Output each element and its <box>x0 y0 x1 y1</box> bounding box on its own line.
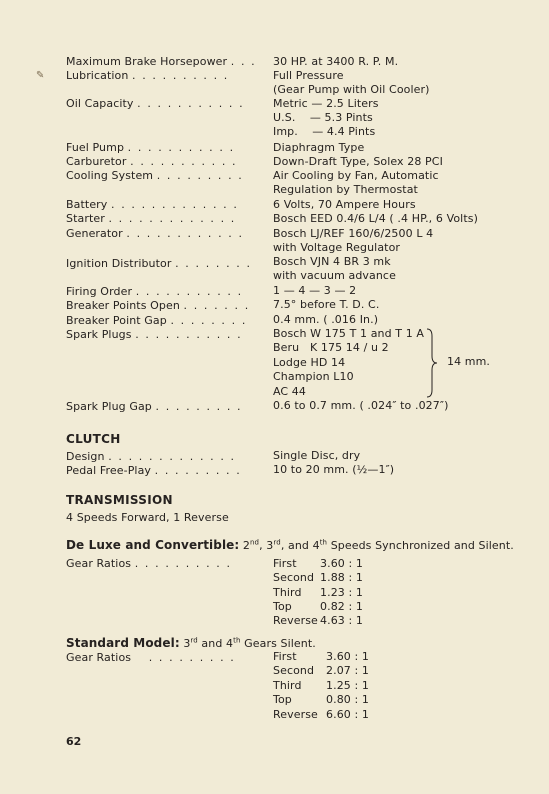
spec-label: Carburetor . . . . . . . . . . . <box>66 155 238 168</box>
spec-label: Lubrication . . . . . . . . . . <box>66 69 229 82</box>
spec-label: Cooling System . . . . . . . . . <box>66 169 244 182</box>
page-number: 62 <box>66 735 82 748</box>
spec-label: Firing Order . . . . . . . . . . . <box>66 285 243 298</box>
spec-label: Design . . . . . . . . . . . . . <box>66 450 236 463</box>
spec-label: Pedal Free-Play . . . . . . . . . <box>66 464 242 477</box>
spec-value: Single Disc, dry <box>273 449 361 462</box>
spec-value: U.S. — 5.3 Pints <box>273 111 373 124</box>
gear-ratio: 1.25 : 1 <box>326 679 369 692</box>
deluxe-description: De Luxe and Convertible: 2nd, 3rd, and 4th Speeds Synchronized and Silent. <box>66 538 514 552</box>
spec-label: Ignition Distributor . . . . . . . . <box>66 257 252 270</box>
gear-ratios-label: Gear Ratios . . . . . . . . . . <box>66 557 232 570</box>
gear-name: Second <box>273 571 315 584</box>
curly-brace-icon <box>426 328 438 398</box>
spec-value: 7.5° before T. D. C. <box>273 298 380 311</box>
spec-value: Champion L10 <box>273 370 354 383</box>
gear-name: Top <box>273 600 292 613</box>
spec-value: Full Pressure <box>273 69 344 82</box>
gear-ratio: 0.80 : 1 <box>326 693 369 706</box>
spec-value: Bosch W 175 T 1 and T 1 A <box>273 327 425 340</box>
gear-ratio: 1.88 : 1 <box>320 571 363 584</box>
gear-name: Third <box>273 679 302 692</box>
gear-name: Reverse <box>273 708 318 721</box>
gear-ratio: 0.82 : 1 <box>320 600 363 613</box>
gear-name: First <box>273 650 297 663</box>
standard-description: Standard Model: 3rd and 4th Gears Silent. <box>66 636 316 650</box>
gear-ratio: 3.60 : 1 <box>326 650 369 663</box>
spec-value: AC 44 <box>273 385 307 398</box>
spec-value: Metric — 2.5 Liters <box>273 97 379 110</box>
gear-ratio: 2.07 : 1 <box>326 664 369 677</box>
spec-label: Breaker Point Gap . . . . . . . . <box>66 314 247 327</box>
spec-label: Starter . . . . . . . . . . . . . <box>66 212 236 225</box>
spec-label: Generator . . . . . . . . . . . . <box>66 227 244 240</box>
spec-value: 0.6 to 0.7 mm. ( .024″ to .027″) <box>273 399 449 412</box>
spec-value: 10 to 20 mm. (½—1″) <box>273 463 395 476</box>
spec-value: 6 Volts, 70 Ampere Hours <box>273 198 416 211</box>
gear-name: Top <box>273 693 292 706</box>
spec-value: Diaphragm Type <box>273 141 365 154</box>
spec-label: Battery . . . . . . . . . . . . . <box>66 198 239 211</box>
spec-value: with Voltage Regulator <box>273 241 401 254</box>
gear-name: Second <box>273 664 315 677</box>
spec-value: Regulation by Thermostat <box>273 183 418 196</box>
ink-mark: ✎ <box>36 70 45 81</box>
gear-name: Third <box>273 586 302 599</box>
spec-value: Imp. — 4.4 Pints <box>273 125 376 138</box>
spec-value: Bosch EED 0.4/6 L/4 ( .4 HP., 6 Volts) <box>273 212 478 225</box>
spec-label: Fuel Pump . . . . . . . . . . . <box>66 141 235 154</box>
spec-value: 0.4 mm. ( .016 In.) <box>273 313 379 326</box>
spec-value: Air Cooling by Fan, Automatic <box>273 169 439 182</box>
spec-value: (Gear Pump with Oil Cooler) <box>273 83 430 96</box>
spec-value: Down-Draft Type, Solex 28 PCI <box>273 155 443 168</box>
spec-label: Breaker Points Open . . . . . . . <box>66 299 250 312</box>
transmission-speeds: 4 Speeds Forward, 1 Reverse <box>66 511 229 524</box>
spec-value: 1 — 4 — 3 — 2 <box>273 284 357 297</box>
spec-label: Spark Plug Gap . . . . . . . . . <box>66 400 243 413</box>
gear-ratios-label: Gear Ratios . . . . . . . . . <box>66 651 236 664</box>
spec-value: 30 HP. at 3400 R. P. M. <box>273 55 399 68</box>
spec-value: Bosch VJN 4 BR 3 mk <box>273 255 391 268</box>
spec-value: Lodge HD 14 <box>273 356 346 369</box>
gear-ratio: 1.23 : 1 <box>320 586 363 599</box>
gear-ratio: 6.60 : 1 <box>326 708 369 721</box>
gear-name: First <box>273 557 297 570</box>
gear-ratio: 4.63 : 1 <box>320 614 363 627</box>
spec-value: Beru K 175 14 / u 2 <box>273 341 389 354</box>
spark-plug-size: 14 mm. <box>447 355 491 368</box>
transmission-heading: TRANSMISSION <box>66 493 173 507</box>
spec-label: Oil Capacity . . . . . . . . . . . <box>66 97 245 110</box>
gear-ratio: 3.60 : 1 <box>320 557 363 570</box>
spec-label: Maximum Brake Horsepower . . . <box>66 55 257 68</box>
spec-value: Bosch LJ/REF 160/6/2500 L 4 <box>273 227 434 240</box>
spec-value: with vacuum advance <box>273 269 396 282</box>
gear-name: Reverse <box>273 614 318 627</box>
spec-label: Spark Plugs . . . . . . . . . . . <box>66 328 243 341</box>
clutch-heading: CLUTCH <box>66 432 121 446</box>
